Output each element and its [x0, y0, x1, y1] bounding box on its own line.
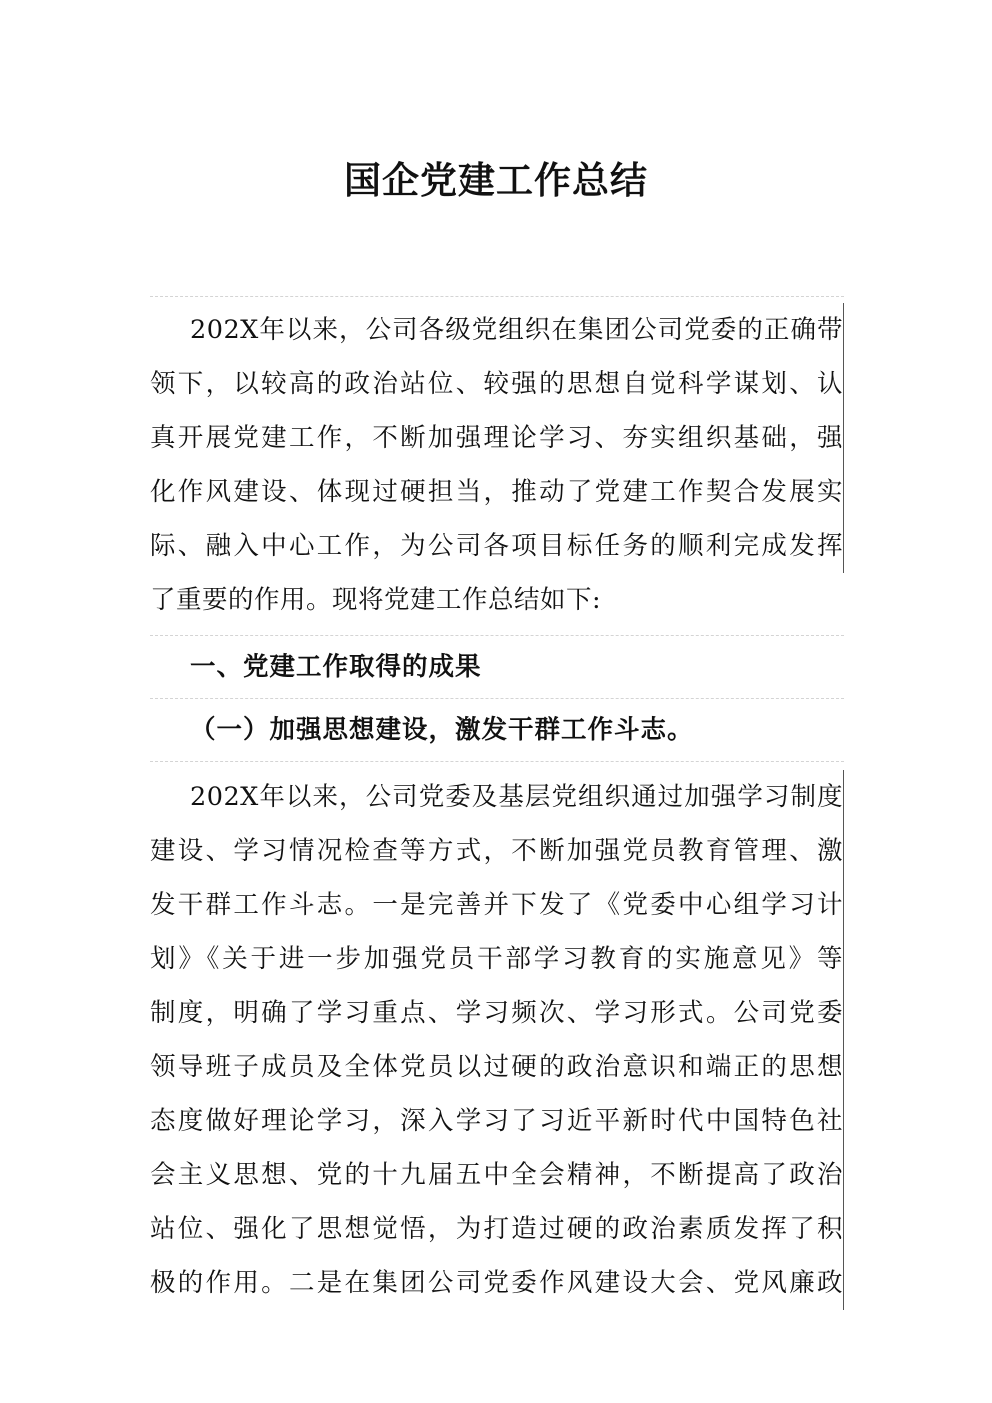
text-line: 态度做好理论学习，深入学习了习近平新时代中国特色社	[150, 1094, 844, 1148]
text-line: 会主义思想、党的十九届五中全会精神，不断提高了政治	[150, 1148, 844, 1202]
text-line: 真开展党建工作，不断加强理论学习、夯实组织基础，强	[150, 411, 844, 465]
text-line: 划》《关于进一步加强党员干部学习教育的实施意见》等	[150, 932, 844, 986]
text-line: 化作风建设、体现过硬担当，推动了党建工作契合发展实	[150, 465, 844, 519]
text-line: 202X年以来，公司各级党组织在集团公司党委的正确带	[150, 303, 844, 357]
document-body	[150, 296, 844, 1310]
section-heading: 一、党建工作取得的成果	[190, 652, 482, 682]
text-line: 发干群工作斗志。一是完善并下发了《党委中心组学习计	[150, 878, 844, 932]
paragraph-intro	[150, 296, 844, 635]
text-line: 建设、学习情况检查等方式，不断加强党员教育管理、激	[150, 824, 844, 878]
subsection-heading-block	[150, 698, 844, 761]
document-title: 国企党建工作总结	[344, 158, 648, 202]
section-heading-block	[150, 635, 844, 698]
text-line: 制度，明确了学习重点、学习频次、学习形式。公司党委	[150, 986, 844, 1040]
text-line: 际、融入中心工作，为公司各项目标任务的顺利完成发挥	[150, 519, 844, 573]
text-line: 极的作用。二是在集团公司党委作风建设大会、党风廉政	[150, 1256, 844, 1310]
subsection-heading: （一）加强思想建设，激发干群工作斗志。	[190, 715, 694, 745]
paragraph-thought-building	[150, 761, 844, 1310]
text-line: 了重要的作用。现将党建工作总结如下:	[150, 585, 602, 615]
text-line: 领导班子成员及全体党员以过硬的政治意识和端正的思想	[150, 1040, 844, 1094]
text-line: 站位、强化了思想觉悟，为打造过硬的政治素质发挥了积	[150, 1202, 844, 1256]
text-line: 202X年以来，公司党委及基层党组织通过加强学习制度	[150, 770, 844, 824]
text-line: 领下，以较高的政治站位、较强的思想自觉科学谋划、认	[150, 357, 844, 411]
